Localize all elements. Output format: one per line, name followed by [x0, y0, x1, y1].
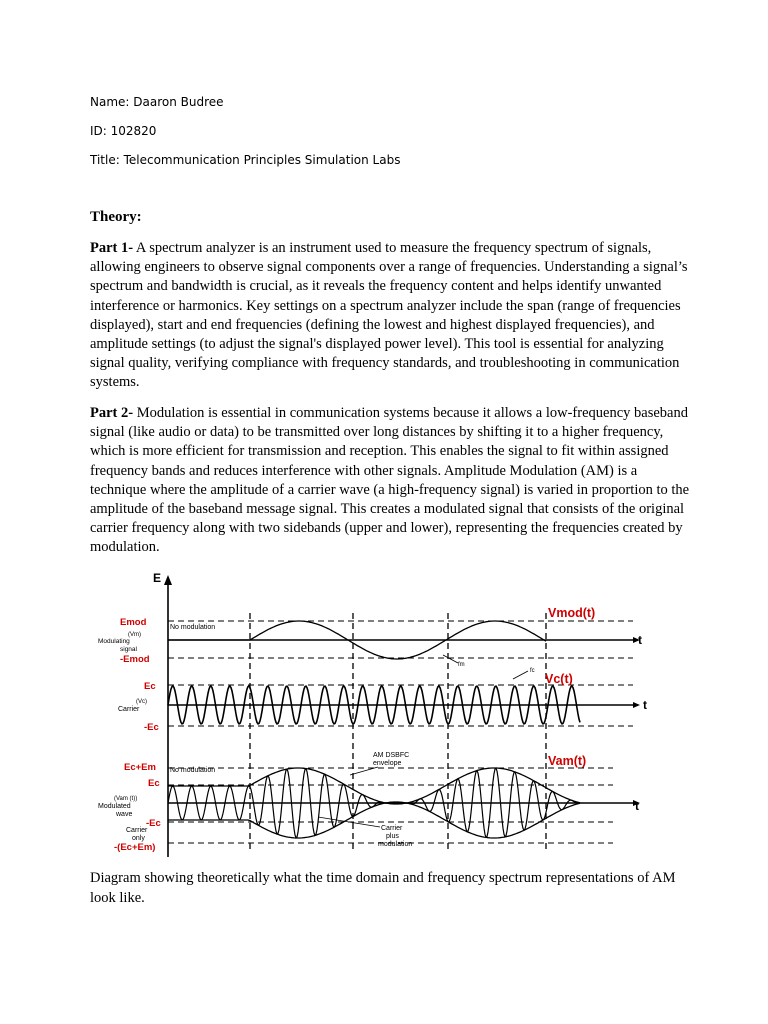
neg-ec-label-2: -Ec	[146, 818, 161, 829]
modulated-label: Modulated	[98, 803, 131, 810]
carrier-only-label-2: only	[132, 835, 145, 842]
t-axis-label-2: t	[643, 698, 647, 712]
no-modulation-label-2: No modulation	[170, 767, 216, 774]
am-envelope-lower	[168, 802, 580, 838]
am-modulation-diagram	[88, 567, 648, 862]
fc-label: fc	[530, 668, 535, 674]
neg-ec-em-label: -(Ec+Em)	[114, 842, 156, 853]
emod-label: Emod	[120, 617, 147, 628]
document-title: Title: Telecommunication Principles Simulation Labs	[90, 153, 401, 167]
e-axis-label: E	[153, 571, 162, 585]
ec-label: Ec	[144, 681, 156, 692]
part1-paragraph	[90, 239, 690, 393]
vm-label: (Vm)	[128, 632, 141, 638]
vam-axis-label: (Vam (t))	[114, 796, 138, 802]
vmod-label: Vmod(t)	[548, 606, 596, 620]
ec-label-2: Ec	[148, 778, 160, 789]
carrier-plus-label-1: Carrier	[381, 825, 403, 832]
neg-emod-label: -Emod	[120, 654, 150, 665]
carrier-label: Carrier	[118, 706, 140, 713]
part2-paragraph	[90, 404, 690, 558]
e-axis-arrow	[164, 575, 172, 585]
vc-label: Vc(t)	[545, 672, 573, 686]
theory-heading: Theory:	[90, 209, 142, 225]
no-modulation-label-1: No modulation	[170, 624, 216, 631]
fc-pointer	[513, 671, 528, 679]
modulating-label: Modulating	[98, 638, 130, 645]
student-id: ID: 102820	[90, 124, 157, 138]
t-axis-label-3: t	[635, 799, 639, 813]
envelope-label-1: AM DSBFC	[373, 752, 410, 759]
part2-text: Modulation is essential in communication systems because it allows a low-frequency baseband signal (like audio or data) to be transmitted over long distances by shifting it to a higher frequency, which is more efficient for transmission and reception. This enables the signal to fit within assigned frequency bands and reduces interference with other signals. Amplitude Modulation (AM) is a technique where the amplitude of a carrier wave (a high-frequency signal) is varied in proportion to the amplitude of the baseband message signal. This creates a modulated signal that consists of the original carrier frequency along with two sidebands (upper and lower), representing the frequencies created by modulation.	[90, 405, 690, 556]
waveforms	[168, 621, 580, 838]
envelope-label-2: envelope	[373, 760, 402, 767]
fm-label: fm	[458, 662, 465, 668]
part1-text: A spectrum analyzer is an instrument used to measure the frequency spectrum of signals, allowing engineers to observe signal components over a range of frequencies. Understanding a signal’s spectrum and bandwidth is crucial, as it reveals the frequency content and helps identify unwanted interference or harmonics. Key settings on a spectrum analyzer include the span (range of frequencies displayed), start and end frequencies (defining the lowest and highest displayed frequencies), and amplitude settings (to adjust the signal's displayed power level). This tool is essential for analyzing signal quality, verifying compliance with frequency standards, and troubleshooting in communication systems.	[90, 240, 688, 391]
vam-label: Vam(t)	[548, 754, 587, 768]
part2-label: Part 2-	[90, 405, 134, 421]
signal-label: signal	[120, 646, 137, 653]
part1-label: Part 1-	[90, 240, 134, 256]
fm-pointer	[443, 655, 458, 663]
neg-ec-label: -Ec	[144, 722, 159, 733]
student-name: Name: Daaron Budree	[90, 95, 224, 109]
vc-axis-label: (Vc)	[136, 699, 147, 705]
time-axes	[168, 637, 640, 806]
t-axis-label-1: t	[638, 633, 642, 647]
diagram-caption: Diagram showing theoretically what the time domain and frequency spectrum representations of AM look like.	[90, 870, 676, 906]
carrier-plus-label-2: plus	[386, 833, 399, 840]
ec-plus-em-label: Ec+Em	[124, 762, 156, 773]
carrier-plus-label-3: modulation	[378, 841, 413, 848]
carrier-only-label-1: Carrier	[126, 827, 148, 834]
wave-label: wave	[116, 811, 133, 818]
